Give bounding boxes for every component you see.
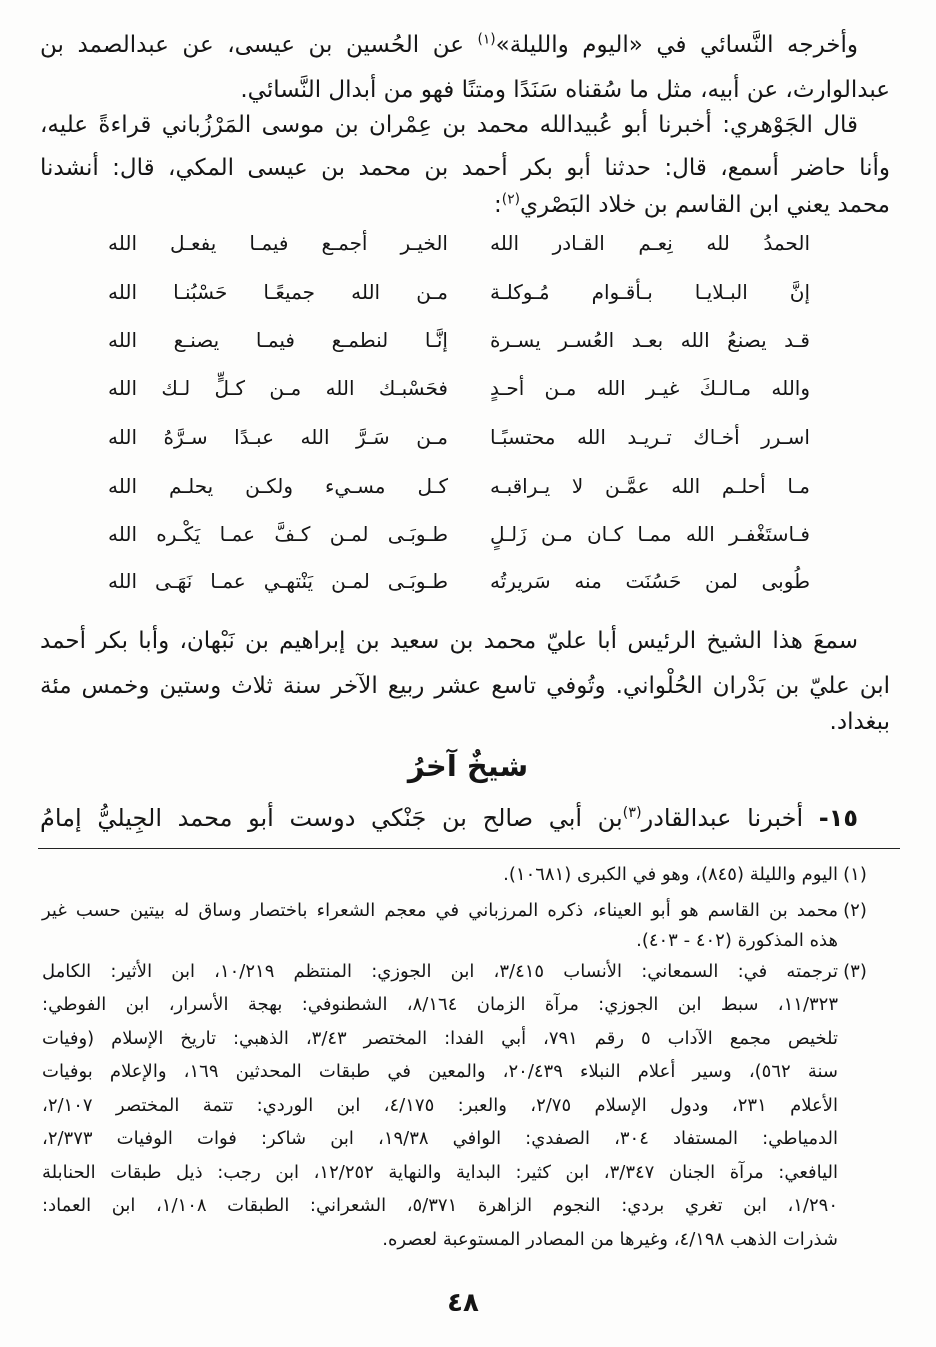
paragraph-3-line-1: سمعَ هذا الشيخ الرئيس أبا عليّ محمد بن سعيد بن إبراهيم بن نَبْهان، وأبا بكر أحمد bbox=[40, 628, 858, 654]
footnote-ref-3: (٣) bbox=[622, 805, 642, 821]
poem-verse-4-right: والله مـالـكَ غيـر الله مـن أحـدٍ bbox=[490, 376, 810, 400]
poem-verse-2-left: مـن الله جميعًـا حَسْبُنـا الله bbox=[108, 280, 448, 304]
paragraph-2-line-3 bbox=[40, 186, 890, 224]
paragraph-1-line-2: عبدالوارث، عن أبيه، مثل ما سُقناه سَنَدًا ومتنًا فهو من أبدال النَّسائي. bbox=[240, 77, 890, 103]
footnote-1-marker: (١) bbox=[843, 864, 867, 885]
poem-verse-3-right: قـد يصنعُ الله بعـد العُسـر يسـرة bbox=[490, 328, 810, 352]
footnote-3-line-4: سنة ٥٦٢)، وسير أعلام النبلاء ٢٠/٤٣٩، والمعين في طبقات المحدثين ١٦٩، والإعلام بوفيات bbox=[42, 1061, 838, 1082]
text-segment: بن أبي صالح بن جَنْكي دوست أبو محمد الجِيليُّ إمامُ bbox=[40, 804, 623, 832]
paragraph-2-line-1: قال الجَوْهري: أخبرنا أبو عُبيدالله محمد بن عِمْران بن موسى المَرْزُباني قراءةً عليه، bbox=[40, 112, 858, 138]
poem-verse-7-left: طـوبَـى لمـن كـفَّ عمـا يَكْـره الله bbox=[108, 522, 448, 546]
text-segment: أخبرنا عبدالقادر bbox=[641, 804, 819, 832]
text-segment: عن الحُسين بن عيسى، عن عبدالصمد بن bbox=[40, 32, 478, 58]
footnote-3-line-7: اليافعي: مرآة الجنان ٣/٣٤٧، ابن كثير: البداية والنهاية ١٢/٢٥٢، ابن رجب: ذيل طبقات الحنابلة bbox=[42, 1162, 839, 1183]
text-segment: : bbox=[494, 192, 502, 218]
footnote-2-line-2: هذه المذكورة (٤٠٢ - ٤٠٣). bbox=[636, 930, 838, 951]
poem-verse-3-left: إنَّـا لنطمـع فيمـا يصنـع الله bbox=[108, 328, 448, 352]
paragraph-3-line-2: ابن عليّ بن بَدْران الحُلْواني. وتُوفي تاسع عشر ربيع الآخر سنة ثلاث وستين وخمس مئة bbox=[40, 673, 890, 699]
footnote-divider bbox=[38, 848, 900, 849]
poem-verse-6-left: كـل مسـيء ولكـن يحلـم الله bbox=[108, 474, 448, 498]
paragraph-2-line-2: وأنا حاضر أسمع، قال: حدثنا أبو بكر أحمد بن محمد بن عيسى المكي، قال: أنشدنا bbox=[40, 155, 890, 181]
poem-verse-4-left: فحَسْبـك الله مـن كـلٍّ لـك الله bbox=[108, 376, 448, 400]
text-segment: وأخرجه النَّسائي في «اليوم والليلة» bbox=[495, 32, 858, 58]
poem-verse-1-right: الحمدُ لله نِعـم القـادر الله bbox=[490, 231, 810, 255]
footnote-1-line-1: اليوم والليلة (٨٤٥)، وهو في الكبرى (١٠٦٨١). bbox=[503, 864, 838, 885]
poem-verse-8-right: طُوبى لمن حَسُنَت منه سَريرتُه bbox=[490, 569, 810, 593]
footnote-2-line-1: محمد بن القاسم هو أبو العيناء، ذكره المرزباني في معجم الشعراء باختصار وساق له بيتين حسب غير bbox=[42, 900, 838, 921]
text-segment: محمد يعني ابن القاسم بن خلاد البَصْري bbox=[520, 192, 890, 218]
paragraph-3-line-3: ببغداد. bbox=[829, 709, 890, 735]
entry-15-line bbox=[40, 799, 858, 837]
footnote-2-marker: (٢) bbox=[843, 900, 867, 921]
footnote-3-marker: (٣) bbox=[843, 961, 867, 982]
poem-verse-2-right: إنَّ البـلايـا بـأقـوام مُـوكلـة bbox=[490, 280, 810, 304]
footnote-3-line-5: الأعلام ٢٣١، ودول الإسلام ٢/٧٥، والعبر: ٤/١٧٥، ابن الوردي: تتمة المختصر ٢/١٠٧، bbox=[42, 1095, 838, 1116]
footnote-3-line-9: شذرات الذهب ٤/١٩٨، وغيرها من المصادر المستوعبة لعصره. bbox=[382, 1229, 838, 1250]
footnote-3-line-1: ترجمته في: السمعاني: الأنساب ٣/٤١٥، ابن الجوزي: المنتظم ١٠/٢١٩، ابن الأثير: الكامل bbox=[42, 961, 838, 982]
poem-verse-8-left: طـوبَـى لمـن يَنْتهـي عمـا نَهَـى الله bbox=[108, 569, 448, 593]
page-number: ٤٨ bbox=[447, 1288, 479, 1318]
footnote-3-line-2: ١١/٣٢٣، سبط ابن الجوزي: مرآة الزمان ٨/١٦٤، الشطنوفي: بهجة الأسرار، ابن الفوطي: bbox=[42, 994, 839, 1015]
poem-verse-1-left: الخيـر أجمـع فيمـا يفعـل الله bbox=[108, 231, 448, 255]
section-heading: شيخٌ آخرُ bbox=[407, 749, 529, 783]
footnote-ref-2: (٢) bbox=[501, 191, 520, 208]
poem-verse-5-right: اسـرر أخـاك تـريـد الله محتسبًـا bbox=[490, 425, 810, 449]
footnote-3-line-8: ١/٢٩٠، ابن تغري بردي: النجوم الزاهرة ٥/٣٧١، الشعراني: الطبقات ١/١٠٨، ابن العماد: bbox=[42, 1195, 838, 1216]
footnote-3-line-3: تلخيص مجمع الآداب ٥ رقم ٧٩١، أبي الفدا: المختصر ٣/٤٣، الذهبي: تاريخ الإسلام (وفيات bbox=[42, 1028, 838, 1049]
paragraph-1-line-1 bbox=[40, 26, 858, 64]
entry-number: ١٥- bbox=[818, 804, 859, 832]
footnote-ref-1: (١) bbox=[477, 31, 496, 48]
poem-verse-5-left: مـن سَـرَّ الله عبـدًا سـرَّهُ الله bbox=[108, 425, 448, 449]
footnote-3-line-6: الدمياطي: المستفاد ٣٠٤، الصفدي: الوافي ١٩/٣٨، ابن شاكر: فوات الوفيات ٢/٣٧٣، bbox=[42, 1128, 838, 1149]
poem-verse-6-right: مـا أحلـم الله عمَّـن لا يـراقبـه bbox=[490, 474, 810, 498]
poem-verse-7-right: فـاستَغْفـر الله ممـا كـان مـن زَلـلٍ bbox=[490, 522, 810, 546]
